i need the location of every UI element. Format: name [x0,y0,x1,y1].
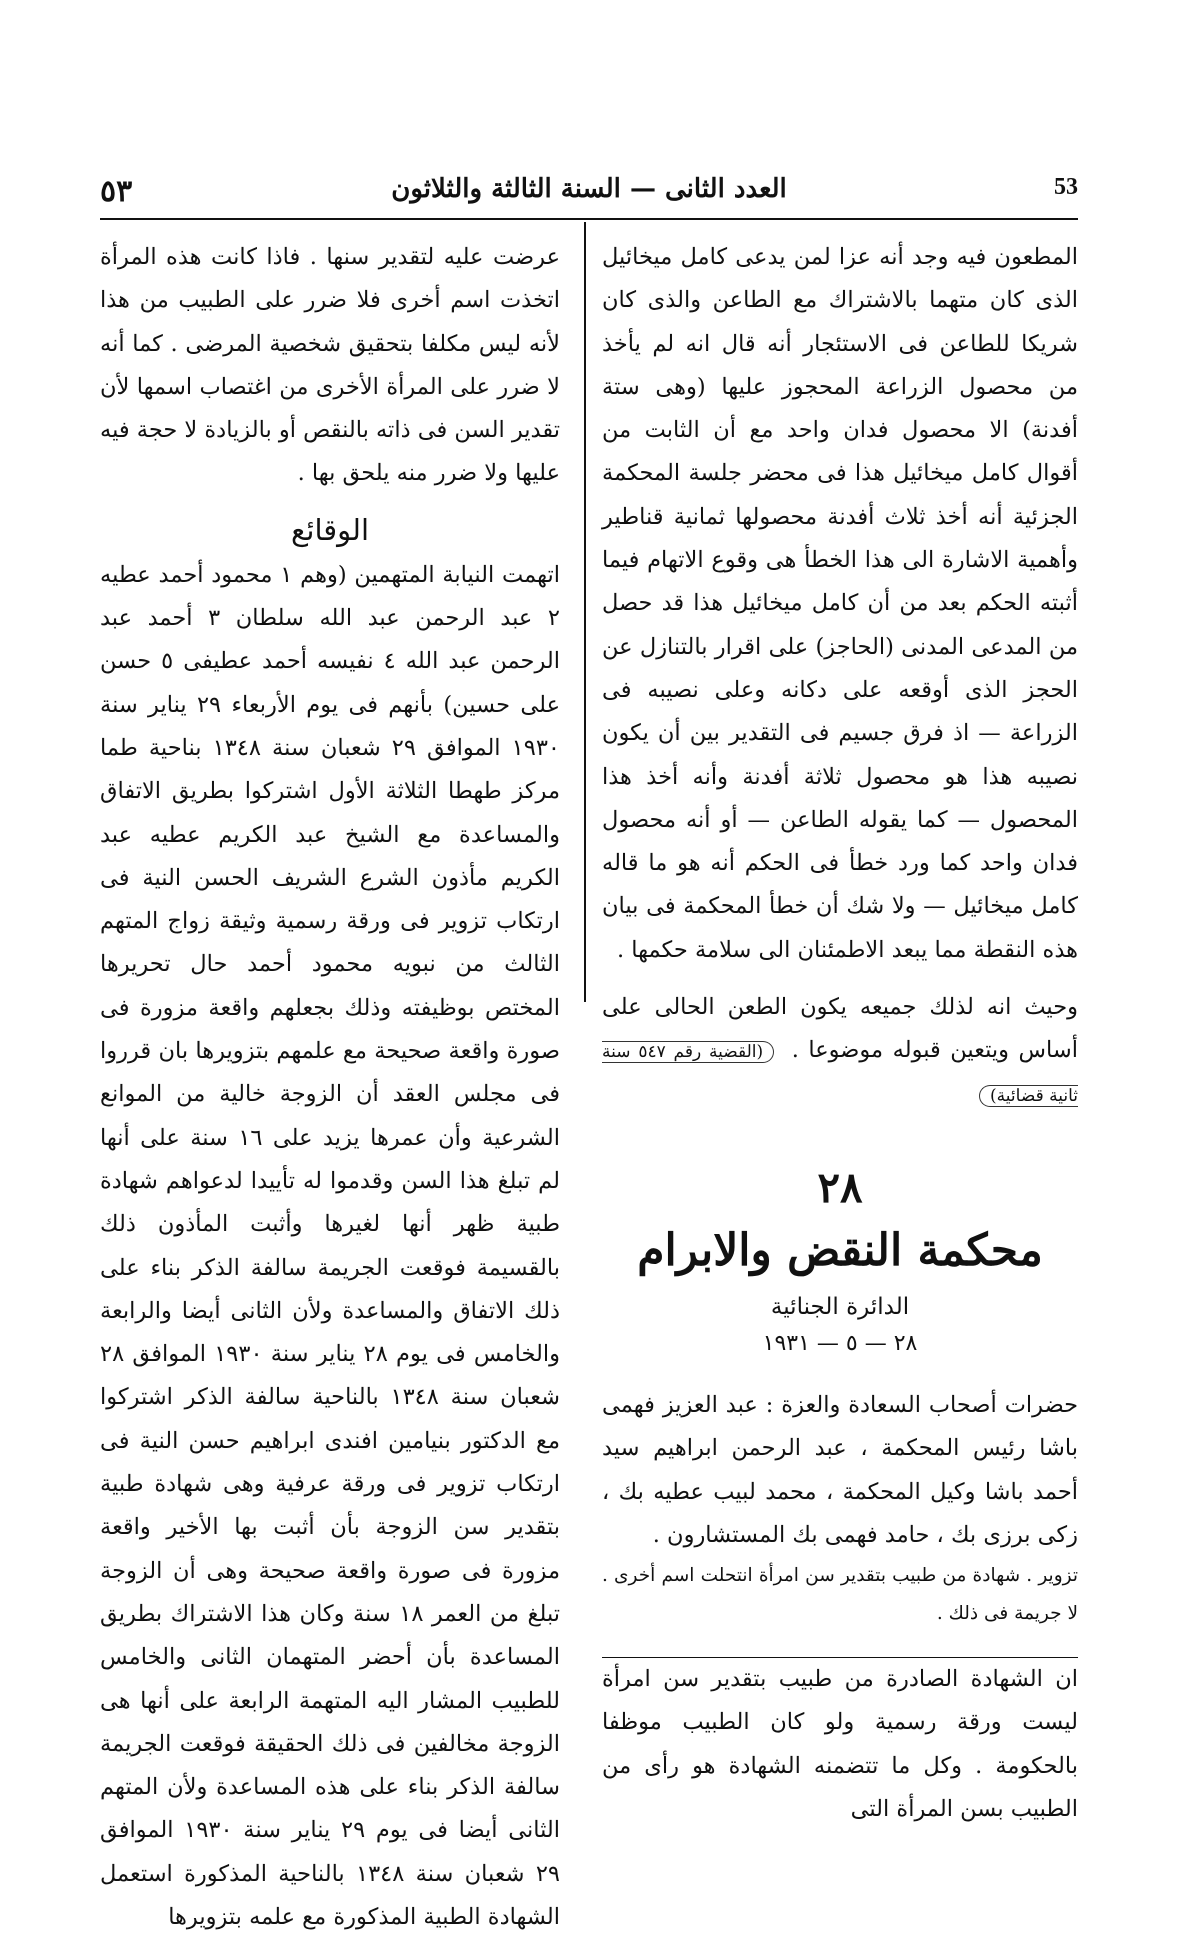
bench-composition: حضرات أصحاب السعادة والعزة : عبد العزيز فهمى باشا رئيس المحكمة ، عبد الرحمن ابراهيم سيد أحمد باشا وكيل المحكمة ، محمد لبيب عطيه بك ، زكى برزى بك ، حامد فهمى بك المستشارون . [602,1391,1078,1548]
conclusion-text: وحيث انه لذلك جميعه يكون الطعن الحالى على أساس ويتعين قبوله موضوعا . [602,994,1078,1064]
page-number-arabic: ٥٣ [100,174,133,209]
circuit-name: الدائرة الجنائية [770,1293,910,1320]
page-header [100,168,1078,220]
judgment-conclusion [602,986,1078,1116]
principle-continuation: عرضت عليه لتقدير سنها . فاذا كانت هذه المرأة اتخذت اسم أخرى فلا ضرر على الطبيب من هذا لأنه ليس مكلفا بتحقيق شخصية المرضى . كما أنه لا ضرر على المرأة الأخرى من اغتصاب اسمها لأن تقدير السن فى ذاته بالنقص أو بالزيادة لا حجة فيه عليها ولا ضرر منه يلحق بها . [100,244,560,487]
legal-principle: ان الشهادة الصادرة من طبيب بتقدير سن امرأة ليست ورقة رسمية ولو كان الطبيب موظفا بالحكومة . وكل ما تتضمنه الشهادة هو رأى من الطبيب بسن المرأة التى [602,1666,1078,1823]
column-divider [584,222,586,1002]
case-number: ٢٨ [817,1162,863,1212]
judgment-paragraph: المطعون فيه وجد أنه عزا لمن يدعى كامل ميخائيل الذى كان متهما بالاشتراك مع الطاعن والذى كان شريكا للطاعن فى الاستئجار أنه قال انه لم يأخذ من محصول الزراعة المحجوز عليها (وهى ستة أفدنة) الا محصول فدان واحد مع أن الثابت من أقوال كامل ميخائيل هذا فى محضر جلسة المحكمة الجزئية أنه أخذ ثلاث أفدنة محصولها ثمانية قناطير وأهمية الاشارة الى هذا الخطأ هى وقوع الاتهام فيما أثبته الحكم بعد من أن كامل ميخائيل هذا قد حصل من المدعى المدنى (الحاجز) على اقرار بالتنازل عن الحجز الذى أوقعه على دكانه وعلى نصيبه فى الزراعة — اذ فرق جسيم فى التقدير بين أن يكون نصيبه هذا هو محصول ثلاثة أفدنة وأنه أخذ هذا المحصول — كما يقوله الطاعن — أو أنه محصول فدان واحد كما ورد خطأ فى الحكم أنه هو ما قاله كامل ميخائيل — ولا شك أن خطأ المحكمة فى بيان هذه النقطة مما يبعد الاطمئنان الى سلامة حكمها . [602,244,1078,963]
court-name: محكمة النقض والابرام [637,1224,1043,1276]
right-column [602,236,1078,1831]
legal-summary: تزوير . شهادة من طبيب بتقدير سن امرأة انتحلت اسم أخرى . لا جريمة فى ذلك . [602,1557,1078,1658]
running-title: العدد الثانى — السنة الثالثة والثلاثون [391,174,787,204]
page-number-latin: 53 [1054,174,1078,200]
facts-heading: الوقائع [290,512,370,547]
facts-paragraph: اتهمت النيابة المتهمين (وهم ١ محمود أحمد عطيه ٢ عبد الرحمن عبد الله سلطان ٣ أحمد عبد الرحمن عبد الله ٤ نفيسه أحمد عطيفى ٥ حسن على حسين) بأنهم فى يوم الأربعاء ٢٩ يناير سنة ١٩٣٠ الموافق ٢٩ شعبان سنة ١٣٤٨ بناحية طما مركز طهطا الثلاثة الأول اشتركوا بطريق الاتفاق والمساعدة مع الشيخ عبد الكريم عطيه عبد الكريم مأذون الشرع الشريف الحسن النية فى ارتكاب تزوير فى ورقة رسمية وثيقة زواج المتهم الثالث من نبويه محمود أحمد حال تحريرها المختص بوظيفته وذلك بجعلهم واقعة مزورة فى صورة واقعة صحيحة مع علمهم بتزويرها بان قرروا فى مجلس العقد أن الزوجة خالية من الموانع الشرعية وأن عمرها يزيد على ١٦ سنة على أنها لم تبلغ هذا السن وقدموا له تأييدا لدعواهم شهادة طبية ظهر أنها لغيرها وأثبت المأذون ذلك بالقسيمة فوقعت الجريمة سالفة الذكر بناء على ذلك الاتفاق والمساعدة ولأن الثانى أيضا والرابعة والخامس فى يوم ٢٨ يناير سنة ١٩٣٠ الموافق ٢٨ شعبان سنة ١٣٤٨ بالناحية سالفة الذكر اشتركوا مع الدكتور بنيامين افندى ابراهيم حسن النية فى ارتكاب تزوير فى ورقة عرفية وهى شهادة طبية بتقدير سن الزوجة بأن أثبت بها الأخير واقعة مزورة فى صورة واقعة صحيحة وهى أن الزوجة تبلغ من العمر ١٨ سنة وكان هذا الاشتراك بطريق المساعدة بأن أحضر المتهمان الثانى والخامس للطبيب المشار اليه المتهمة الرابعة على أنها هى الزوجة مخالفين فى ذلك الحقيقة فوقعت الجريمة سالفة الذكر بناء على هذه المساعدة ولأن المتهم الثانى أيضا فى يوم ٢٩ يناير سنة ١٩٣٠ الموافق ٢٩ شعبان سنة ١٣٤٨ بالناحية المذكورة استعمل الشهادة الطبية المذكورة مع علمه بتزويرها [100,561,561,1930]
case-reference: (القضية رقم ٥٤٧ سنة ثانية قضائية) [602,1042,1078,1106]
left-column [100,236,560,1939]
case-date: ٢٨ — ٥ — ١٩٣١ [762,1330,918,1356]
